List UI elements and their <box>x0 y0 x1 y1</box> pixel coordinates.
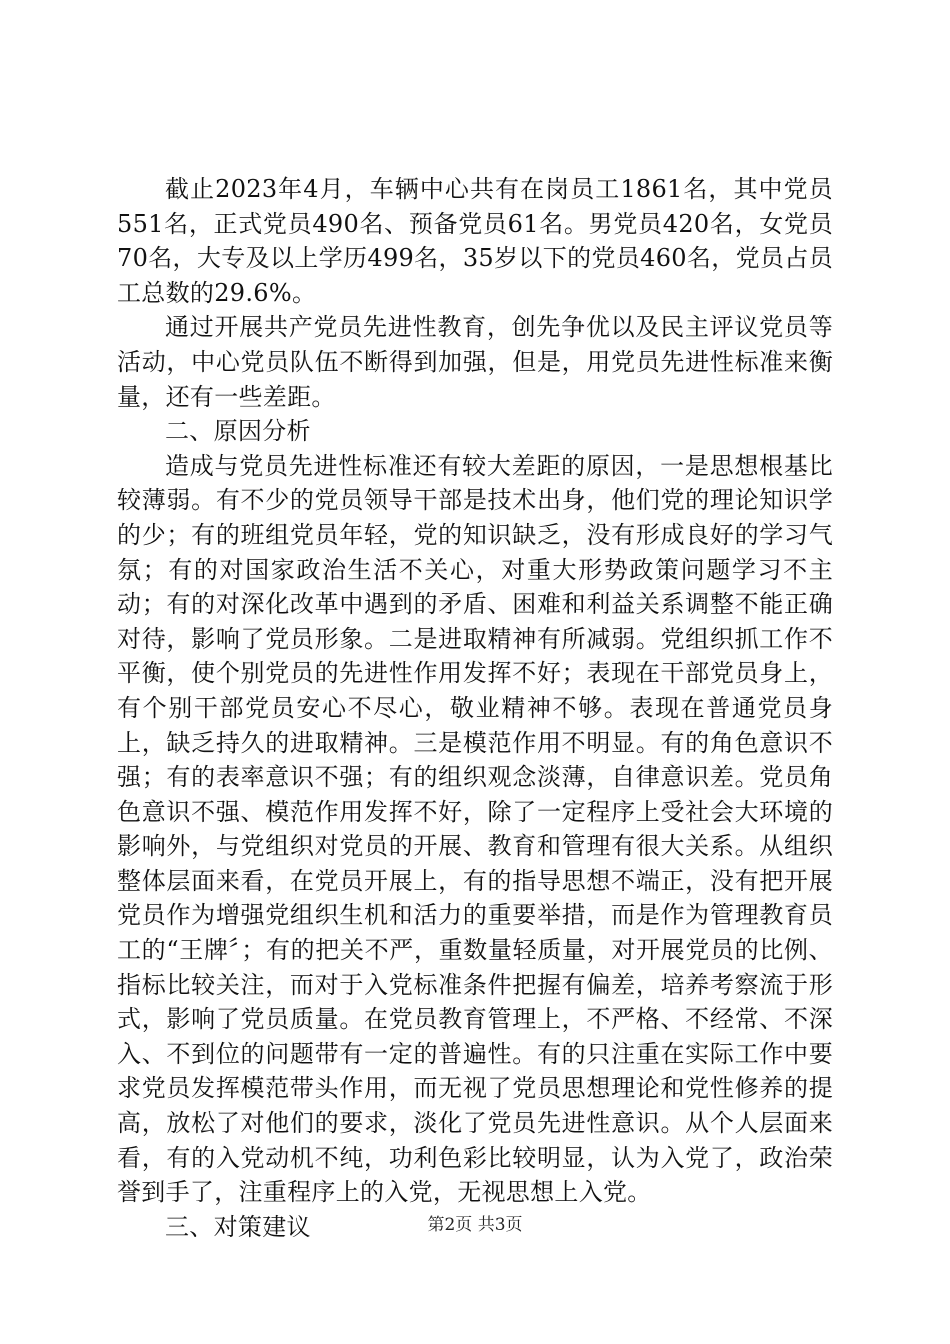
section-heading-recommendations: 三、对策建议 <box>165 1212 311 1241</box>
document-body <box>117 172 833 1244</box>
paragraph-education: 通过开展共产党员先进性教育，创先争优以及民主评议党员等活动，中心党员队伍不断得到加强，但是，用党员先进性标准来衡量，还有一些差距。 <box>117 313 833 411</box>
page-number-footer: 第2页 共3页 <box>427 1215 523 1235</box>
section-heading-cause-analysis: 二、原因分析 <box>165 417 311 446</box>
paragraph-statistics: 截止2023年4月，车辆中心共有在岗员工1861名，其中党员551名，正式党员490名、预备党员61名。男党员420名，女党员70名，大专及以上学历499名，35岁以下的党员460名，党员占员工总数的29.6%。 <box>117 175 833 307</box>
paragraph-cause-analysis: 造成与党员先进性标准还有较大差距的原因，一是思想根基比较薄弱。有不少的党员领导干部是技术出身，他们党的理论知识学的少；有的班组党员年轻，党的知识缺乏，没有形成良好的学习气氛；有的对国家政治生活不关心，对重大形势政策问题学习不主动；有的对深化改革中遇到的矛盾、困难和利益关系调整不能正确对待，影响了党员形象。二是进取精神有所减弱。党组织抓工作不平衡，使个别党员的先进性作用发挥不好；表现在干部党员身上，有个别干部党员安心不尽心，敬业精神不够。表现在普通党员身上，缺乏持久的进取精神。三是模范作用不明显。有的角色意识不强；有的表率意识不强；有的组织观念淡薄，自律意识差。党员角色意识不强、模范作用发挥不好，除了一定程序上受社会大环境的影响外，与党组织对党员的开展、教育和管理有很大关系。从组织整体层面来看，在党员开展上，有的指导思想不端正，没有把开展党员作为增强党组织生机和活力的重要举措，而是作为管理教育员工的“王牌〞；有的把关不严，重数量轻质量，对开展党员的比例、指标比较关注，而对于入党标准条件把握有偏差，培养考察流于形式，影响了党员质量。在党员教育管理上，不严格、不经常、不深入、不到位的问题带有一定的普遍性。有的只注重在实际工作中要求党员发挥模范带头作用，而无视了党员思想理论和党性修养的提高，放松了对他们的要求，淡化了党员先进性意识。从个人层面来看，有的入党动机不纯，功利色彩比较明显，认为入党了，政治荣誉到手了，注重程序上的入党，无视思想上入党。 <box>117 451 833 1207</box>
